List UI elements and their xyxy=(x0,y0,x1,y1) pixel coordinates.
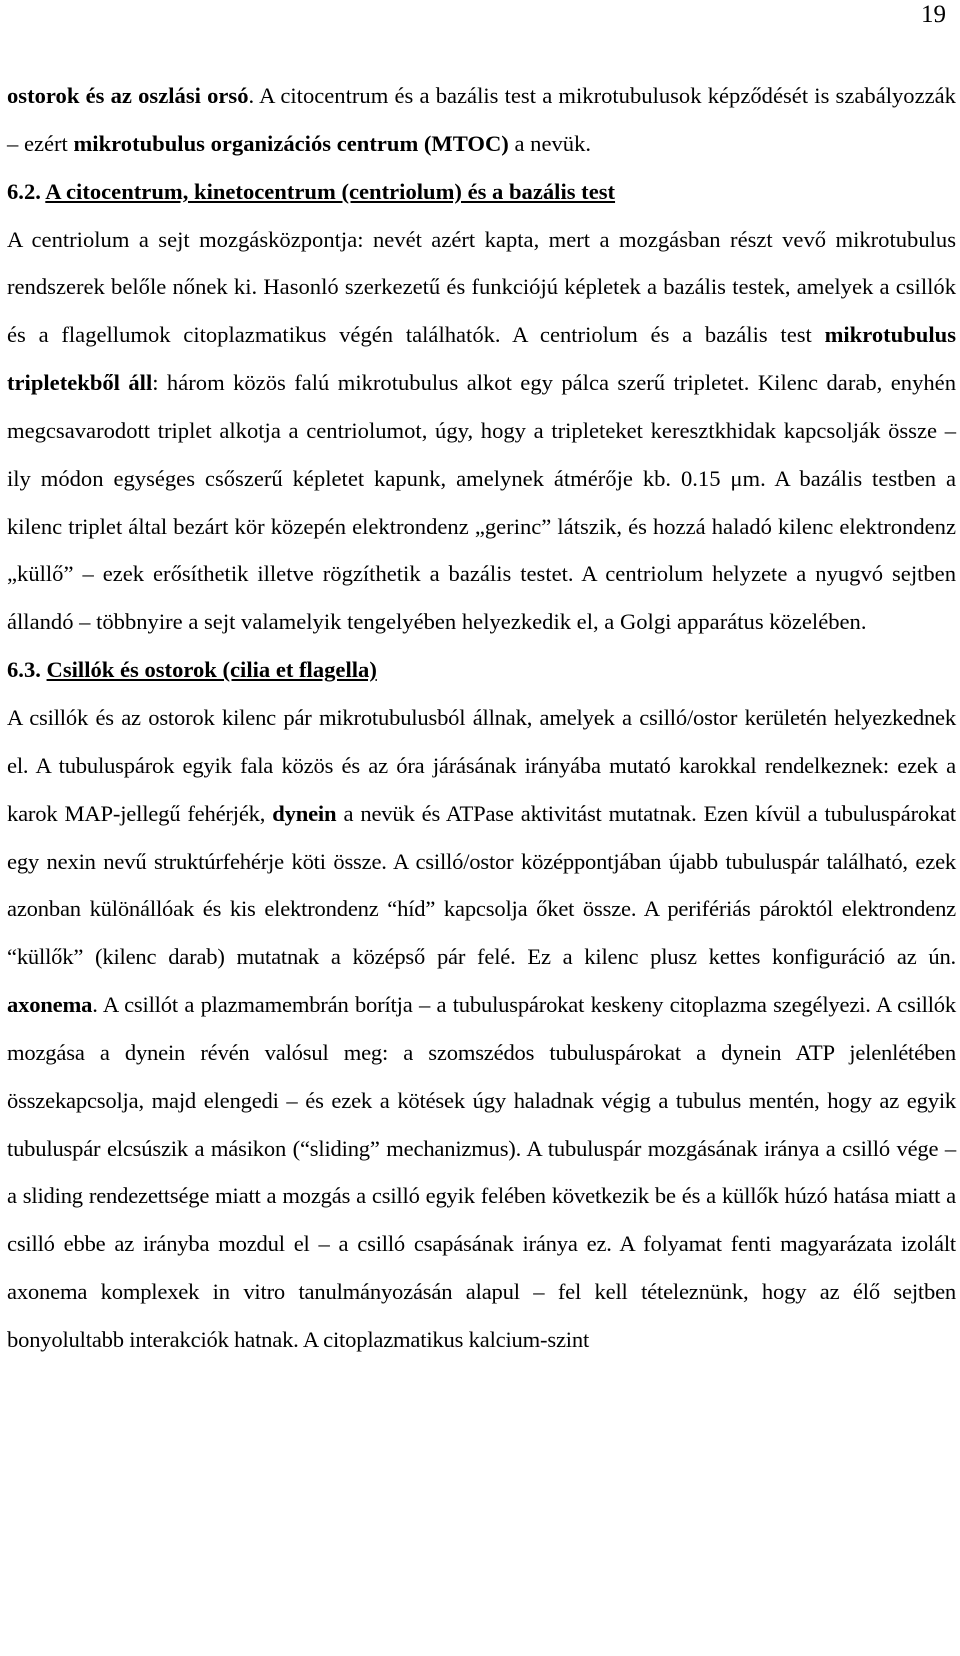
section-6-2-text-1: A centriolum a sejt mozgásközpontja: nevét azért kapta, mert a mozgásban részt vevő mikrotubulus rendszerek belőle nőnek ki. Hasonló szerkezetű és funkciójú képletek a bazális testek, amelyek a csillók és a flagellumok citoplazmatikus végén találhatók. A centriolum és a bazális test xyxy=(7,226,956,348)
intro-bold-term-1: ostorok és az oszlási orsó xyxy=(7,83,249,108)
section-6-2-bold-term: mikrotubulus tripletekből áll xyxy=(7,322,956,396)
section-6-3-text-2: a nevük és ATPase aktivitást mutatnak. Ezen kívül a tubuluspárokat egy nexin nevű struktúrfehérje köti össze. A csilló/ostor középpontjában újabb tubuluspár található, ezek azonban különállóak és kis elektrondenz “híd” kapcsolja őket össze. A perifériás pároktól elektrondenz “küllők” (kilenc darab) mutatnak a középső pár felé. Ez a kilenc plusz kettes konfiguráció az ún. xyxy=(7,800,956,970)
document-body xyxy=(7,72,956,1364)
intro-paragraph xyxy=(7,72,956,168)
section-heading-6-3 xyxy=(7,646,956,694)
page-number: 19 xyxy=(921,1,946,28)
section-6-3-text-1: A csillók és az ostorok kilenc pár mikrotubulusból állnak, amelyek a csilló/ostor kerületén helyezkednek el. A tubuluspárok egyik fala közös és az óra járásának irányába mutató karokkal rendelkeznek: ezek a karok MAP-jellegű fehérjék, xyxy=(7,704,956,826)
section-6-3-paragraph xyxy=(7,694,956,1364)
section-title-6-3: Csillók és ostorok (cilia et flagella) xyxy=(46,657,377,683)
section-6-2-text-2: : három közös falú mikrotubulus alkot egy pálca szerű tripletet. Kilenc darab, enyhén megcsavarodott triplet alkotja a centriolumot, úgy, hogy a tripleteket keresztkhidak kapcsolják össze – ily módon egységes csőszerű képletet kapunk, amelynek átmérője kb. 0.15 μm. A bazális testben a kilenc triplet által bezárt kör közepén elektrondenz „gerinc” látszik, és hozzá haladó kilenc elektrondenz „küllő” – ezek erősíthetik illetve rögzíthetik a bazális testet. A centriolum helyzete a nyugvó sejtben állandó – többnyire a sejt valamelyik tengelyében helyezkedik el, a Golgi apparátus közelében. xyxy=(7,370,956,635)
section-number-6-3: 6.3. xyxy=(7,657,41,683)
section-6-3-bold-term-2: axonema xyxy=(7,992,93,1018)
section-number-6-2: 6.2. xyxy=(7,178,41,204)
section-6-3-bold-term-1: dynein xyxy=(272,800,337,826)
section-title-6-2: A citocentrum, kinetocentrum (centriolum) és a bazális test xyxy=(45,178,616,204)
section-6-2-paragraph xyxy=(7,216,956,647)
section-6-3-text-3: . A csillót a plazmamembrán borítja – a tubuluspárokat keskeny citoplazma szegélyezi. A csillók mozgása a dynein révén valósul meg: a szomszédos tubuluspárokat a dynein ATP jelenlétében összekapcsolja, majd elengedi – és ezek a kötések úgy haladnak végig a tubulus mentén, hogy az egyik tubuluspár elcsúszik a másikon (“sliding” mechanizmus). A tubuluspár mozgásának iránya a csilló vége – a sliding rendezettsége miatt a mozgás a csilló egyik felében következik be és a küllők húzó hatása miatt a csilló ebbe az irányba mozdul el – a csilló csapásának iránya ez. A folyamat fenti magyarázata izolált axonema komplexek in vitro tanulmányozásán alapul – fel kell tételeznünk, hogy az élő sejtben bonyolultabb interakciók hatnak. A citoplazmatikus kalcium-szint xyxy=(7,992,956,1352)
intro-text-2: a nevük. xyxy=(508,130,592,156)
intro-text-1: . A citocentrum és a bazális test a mikrotubulusok képződését is szabályozzák – ezért xyxy=(7,83,956,156)
intro-bold-term-2: mikrotubulus organizációs centrum (MTOC) xyxy=(73,130,509,156)
section-heading-6-2 xyxy=(7,168,956,216)
